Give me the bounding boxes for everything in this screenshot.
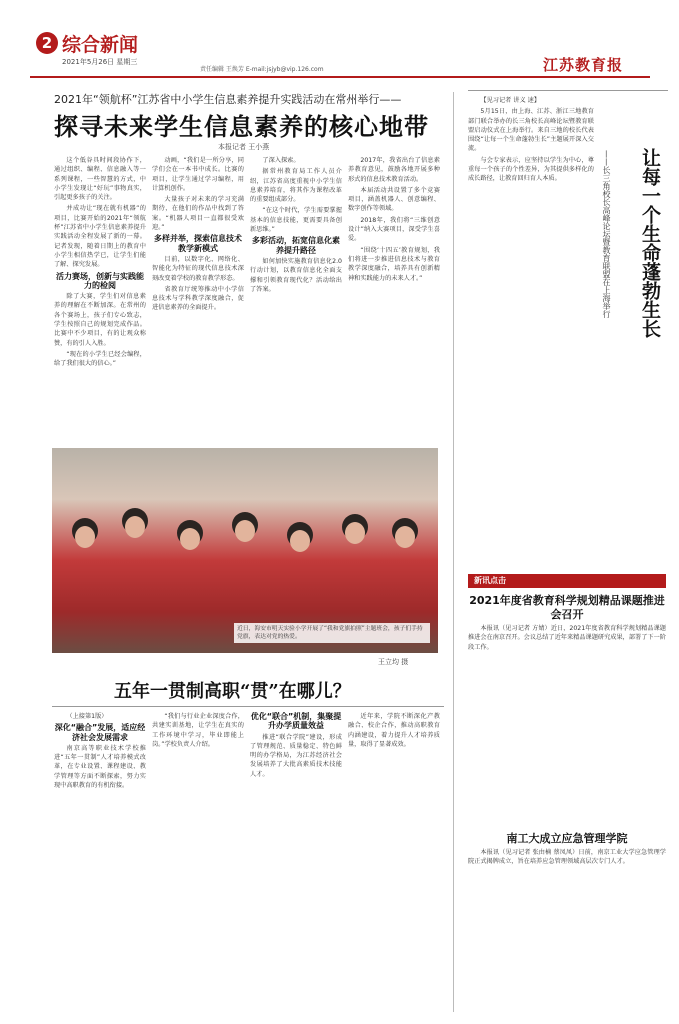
- photo-caption: 近日，海安市明天实验小学开展了“我和党旗拍照”主题班会，孩子们手持党旗，表达对党的热爱。: [234, 623, 430, 643]
- right-story-text: [468, 96, 594, 566]
- paragraph: 南京高等职业技术学校推进“五年一贯制”人才培养模式改革，在专业设置、课程建设、教学管理等方面不断探索，努力实现中高职教育的有机衔接。: [54, 744, 146, 790]
- paragraph: “围绕‘十四五’教育规划，我们将进一步推进信息技术与教育教学深度融合，培养具有创新精神和实践能力的未来人才。”: [348, 246, 440, 282]
- paragraph: 近年来，学院不断深化产教融合、校企合作，推动高职教育内涵建设，着力提升人才培养质量，取得了显著成效。: [348, 713, 440, 748]
- paragraph: 省教育厅统筹推动中小学信息技术与学科教学深度融合，促进信息素养的全面提升。: [152, 285, 244, 312]
- section-title: 综合新闻: [62, 34, 139, 56]
- editor-line: 责任编辑 王焕芳 E-mail:jsjyb@vip.126.com: [200, 66, 324, 73]
- paragraph: （上接第1版）: [66, 713, 108, 720]
- news-item-text: [468, 624, 666, 824]
- logo-text: 江苏教育报: [543, 56, 624, 74]
- paragraph: 与会专家表示，应坚持以学生为中心，尊重每一个孩子的个性差异，为其提供多样化的成长路径，让教育回归育人本质。: [468, 156, 594, 183]
- second-column-2: [152, 712, 244, 1012]
- news-item-text: [468, 848, 666, 1013]
- second-column-3: [250, 712, 342, 1012]
- paragraph: 本报讯（见习记者 方婧）近日，2021年度省教育科学规划精品课题推进会在南京召开。会议总结了近年来精品课题研究成果，部署了下一阶段工作。: [468, 625, 666, 651]
- paragraph: 本报讯（见习记者 张由楠 蔡凤凤）日前，南京工业大学应急管理学院正式揭牌成立，旨在培养应急管理领域高层次专门人才。: [468, 849, 666, 866]
- news-photo: [52, 448, 438, 653]
- second-column-4: [348, 712, 440, 1012]
- story-column-4: [348, 156, 440, 446]
- right-story-label: 【见习记者 讲义 速】: [480, 97, 541, 104]
- subhead: 活力赛场，创新与实践能力的检阅: [56, 271, 144, 290]
- story-headline: 探寻未来学生信息素养的核心地带: [54, 112, 429, 141]
- column-divider: [453, 92, 454, 1012]
- story-column-2: [152, 156, 244, 446]
- divider: [468, 90, 668, 91]
- paragraph: 除了大赛，学生们对信息素养的理解在不断加深。在常州的各个赛场上，孩子们专心致志，学生按照自己的规划完成作品。比赛中不少项目，有的让观众称赞，有的引人入胜。: [54, 293, 146, 347]
- second-headline: 五年一贯制高职“贯”在哪儿？: [114, 681, 351, 702]
- news-bar: 新讯点击: [468, 574, 666, 588]
- paragraph: “在这个时代，学生需要掌握基本的信息技能，更需要具备创新思维。”: [250, 207, 342, 234]
- photo-credit: 王立均 摄: [378, 658, 409, 666]
- story-byline: 本报记者 王小燕: [218, 143, 270, 151]
- news-item-title: 2021年度省教育科学规划精品课题推进会召开: [469, 594, 665, 621]
- paragraph: 如何加快实施教育信息化2.0行动计划，以教育信息化全面支撑和引领教育现代化？活动给出了答案。: [250, 257, 342, 293]
- story-kicker: 2021年“领航杯”江苏省中小学生信息素养提升实践活动在常州举行——: [54, 93, 402, 106]
- paragraph: 大量孩子对未来的学习充满期待，在他们的作品中找到了答案。“机器人项目一直都很受欢迎。”: [152, 196, 244, 232]
- subhead: 优化“联合”机制，集聚提升办学质量效益: [250, 712, 342, 731]
- subhead: 多样并举，探索信息技术教学新模式: [154, 234, 242, 253]
- paragraph: 这个低谷具时间段协作下，通过组织、编程、信息融入等一系列课程，一些智慧的方式，中小学生发现让“好玩”事物真实，引起更多孩子的关注。: [54, 157, 146, 202]
- photo-children: [52, 508, 438, 588]
- paragraph: 本届活动共设置了多个竞赛项目，涵盖机器人、创意编程、数字创作等领域。: [348, 186, 440, 213]
- paragraph: 目前，以数字化、网络化、智能化为特征的现代信息技术深刻改变着学校的教育教学形态。: [152, 255, 244, 282]
- paragraph: “现在的小学生已经会编程，给了我们很大的信心。”: [54, 350, 146, 368]
- news-item-title: 南工大成立应急管理学院: [506, 832, 628, 845]
- paragraph: 2018年，我们将“三维创意设计”纳入大赛项目，深受学生喜爱。: [348, 216, 440, 243]
- paragraph: 推进“联合学院”建设，形成了管理规范、质量稳定、特色鲜明的办学格局，为江苏经济社会发展培养了大批高素质技术技能人才。: [250, 733, 342, 778]
- vertical-subheadline: ——长三角校长高峰论坛暨教育联盟在上海举行: [602, 150, 611, 318]
- paragraph: 并成功让“现在就有机器”的项目，比赛开始的2021年“领航杯”江苏省中小学生信息素养提升实践活动全程发展了新的一幕。记者发现，随着日期上的教育中小学生相信热学已，让学生们能了解、探究发展。: [54, 205, 146, 269]
- masthead-logo: [543, 54, 623, 75]
- page-number: 2: [36, 32, 58, 54]
- paragraph: 据常州教育局工作人员介绍，江苏省高度重视中小学生信息素养培育，将其作为课程改革的重要组成部分。: [250, 168, 342, 204]
- issue-date: 2021年5月26日 星期三: [62, 58, 138, 66]
- paragraph: 5月15日，由上海、江苏、浙江三地教育部门联合举办的长三角校长高峰论坛暨教育联盟启动仪式在上海举行。来自三地的校长代表围绕“让每一个生命蓬勃生长”主题展开深入交流。: [468, 108, 594, 153]
- vertical-headline: 让每一个生命蓬勃生长: [639, 148, 661, 338]
- divider: [52, 706, 444, 707]
- header-rule: [30, 76, 650, 78]
- subhead: 深化“融合”发展，适应经济社会发展需求: [54, 723, 146, 742]
- story-column-1: [54, 156, 146, 446]
- paragraph: 了深入探索。: [262, 157, 300, 164]
- paragraph: 动画，“我们是一所分享，同学们会在一本书中成长。比赛的项目，让学生通过学习编程，用计算机创作。: [152, 157, 244, 192]
- paragraph: “我们与行业企业深度合作，共建实训基地，让学生在真实的工作环境中学习，毕业即能上岗。”学校负责人介绍。: [152, 713, 244, 748]
- story-column-3: [250, 156, 342, 446]
- second-column-1: [54, 712, 146, 1012]
- subhead: 多彩活动，拓宽信息化素养提升路径: [252, 236, 340, 255]
- paragraph: 2017年，我省出台了信息素养教育意见，鼓励各地开展多种形式的信息技术教育活动。: [348, 157, 440, 183]
